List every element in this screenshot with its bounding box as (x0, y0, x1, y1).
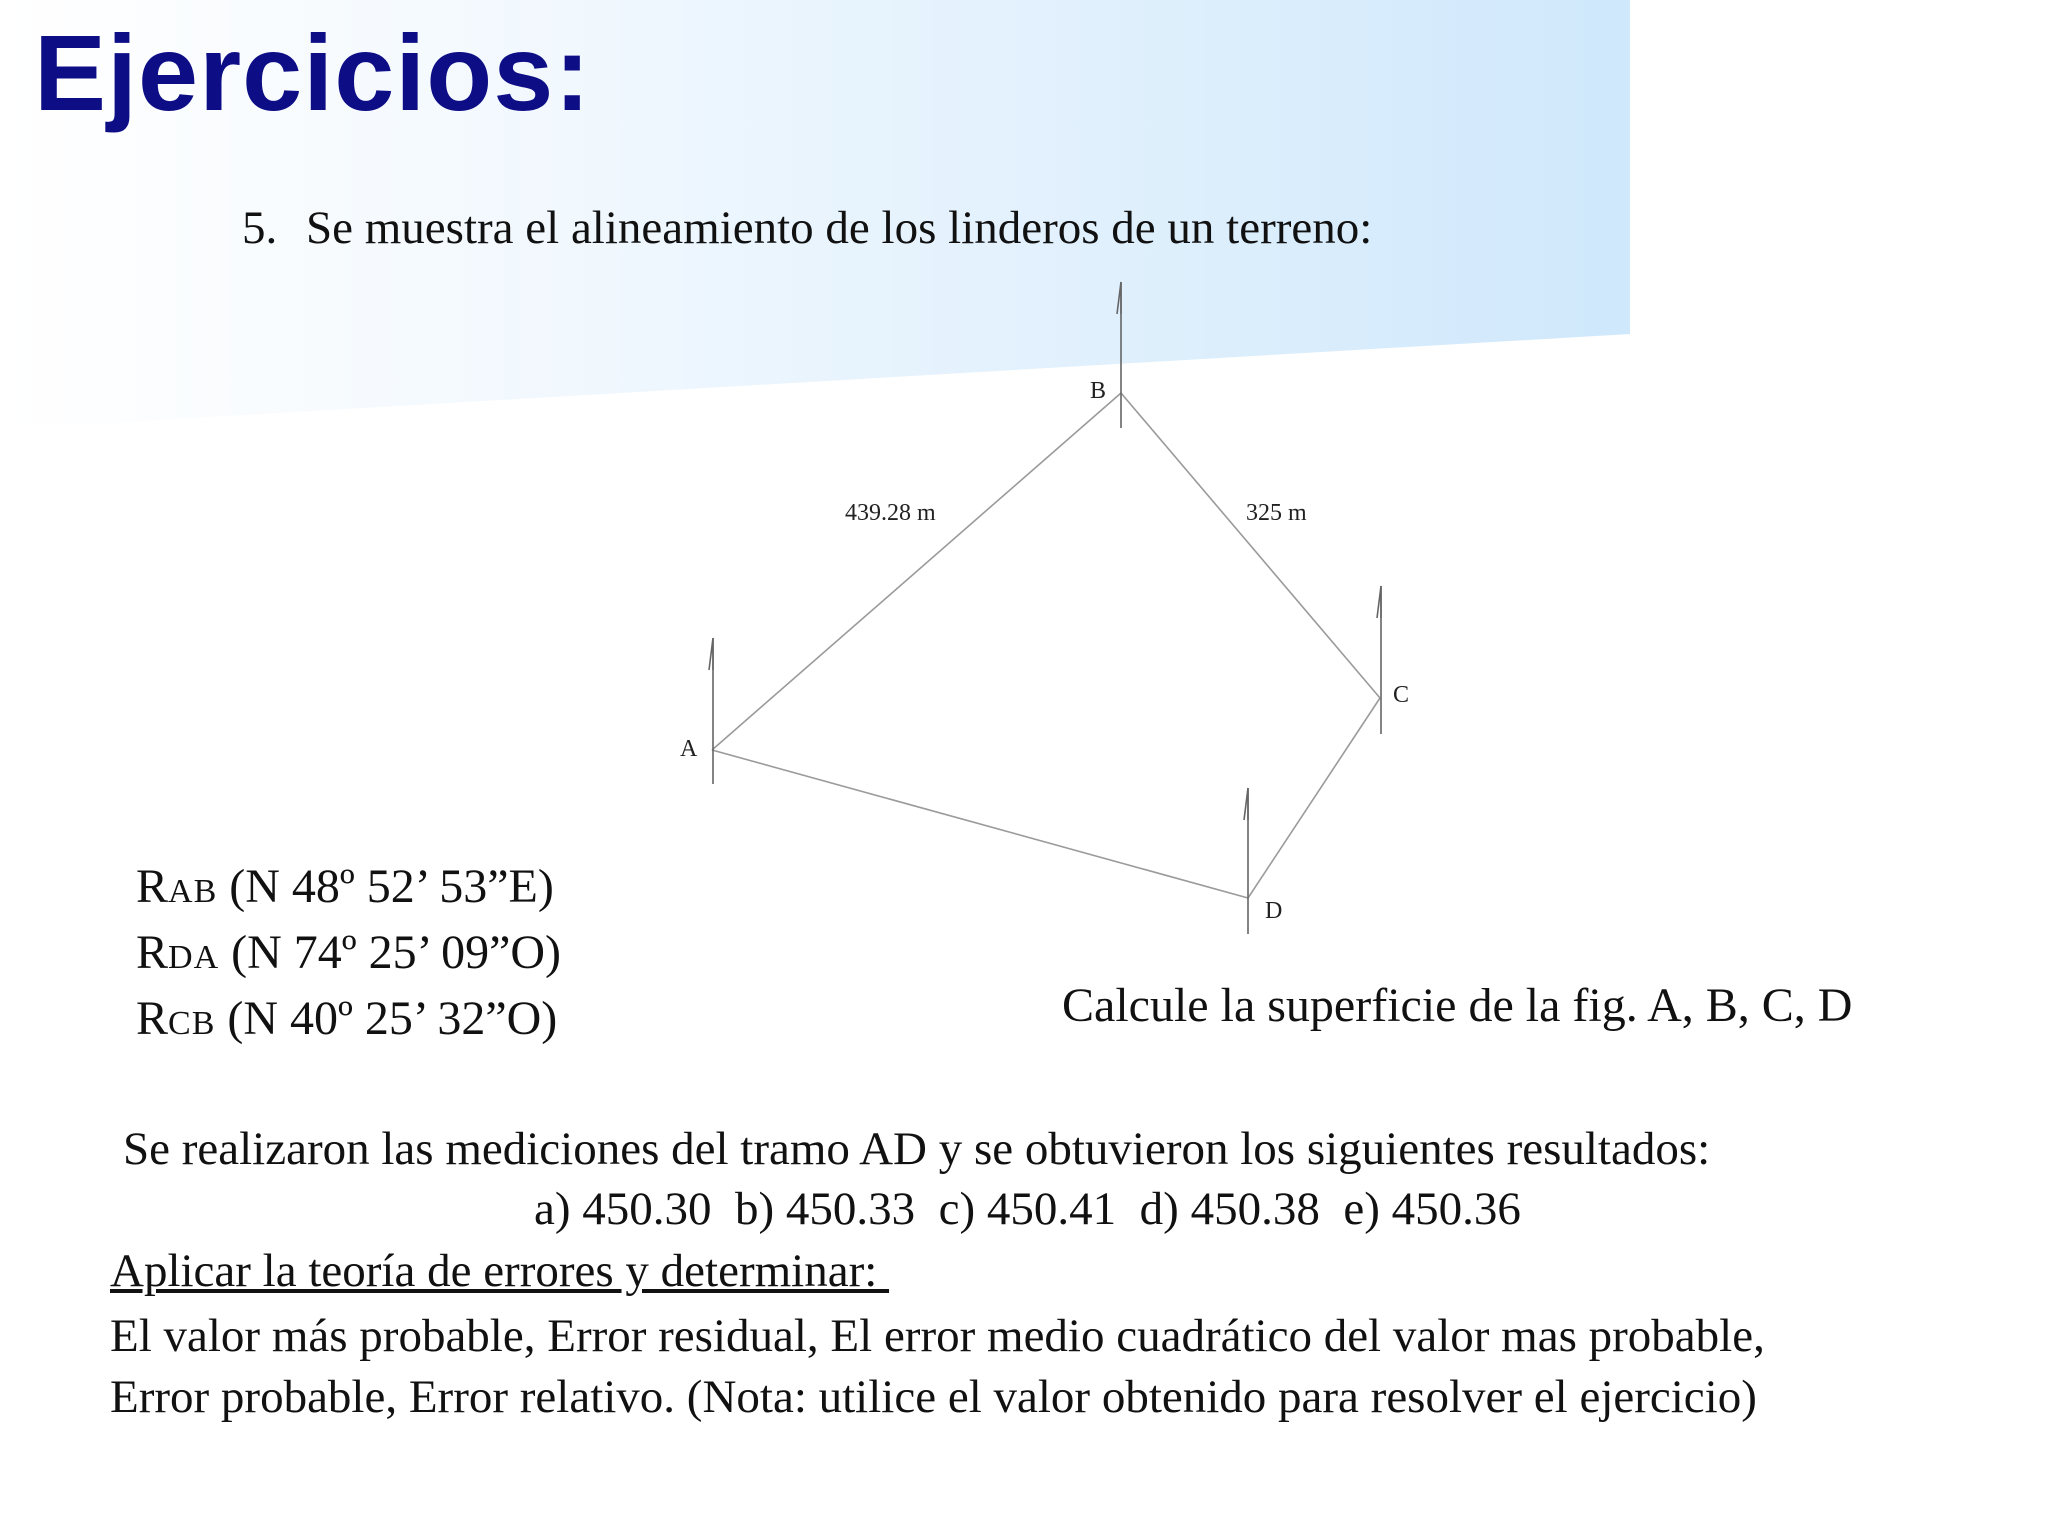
north-arrow-c (1377, 586, 1381, 734)
north-arrow-b (1117, 282, 1121, 428)
north-arrow-a (709, 638, 713, 784)
edge-da (712, 750, 1248, 898)
measurements-text: Se realizaron las mediciones del tramo AD y se obtuvieron los siguientes resultados: (123, 1123, 1711, 1175)
distance-label-ab: 439.28 m (845, 500, 936, 526)
bearing-ab (136, 856, 561, 922)
bearing-value: (N 48º 52’ 53”E) (229, 860, 554, 913)
bearing-r: R (136, 992, 169, 1045)
point-label-d: D (1265, 898, 1283, 924)
apply-error-theory-heading: Aplicar la teoría de errores y determinar: (110, 1245, 890, 1297)
bearings-list (136, 856, 561, 1054)
edge-cd (1248, 698, 1380, 898)
bearing-da (136, 922, 561, 988)
slide-title: Ejercicios: (34, 12, 592, 133)
bearing-subscript: AB (168, 873, 218, 910)
bearing-subscript: CB (168, 1005, 216, 1042)
bearing-subscript: DA (168, 939, 220, 976)
north-arrow-d (1244, 788, 1248, 934)
bearing-cb (136, 988, 561, 1054)
measurement-results: a) 450.30 b) 450.33 c) 450.41 d) 450.38 e) 450.36 (534, 1183, 1521, 1235)
bearing-value: (N 40º 25’ 32”O) (227, 992, 558, 1045)
point-label-c: C (1393, 682, 1410, 708)
distance-label-bc: 325 m (1246, 500, 1307, 526)
point-label-b: B (1090, 378, 1107, 404)
task-line: El valor más probable, Error residual, El error medio cuadrático del valor mas probable, (110, 1310, 1765, 1362)
task-line: Error probable, Error relativo. (Nota: utilice el valor obtenido para resolver el ejercicio) (110, 1371, 1757, 1423)
bearing-r: R (136, 926, 169, 979)
intro-number: 5. (242, 202, 278, 254)
bearing-r: R (136, 860, 169, 913)
bearing-value: (N 74º 25’ 09”O) (231, 926, 562, 979)
tasks-text (110, 1306, 1765, 1428)
calculate-area-text: Calcule la superficie de la fig. A, B, C, D (1062, 979, 1853, 1032)
intro-text: Se muestra el alineamiento de los linderos de un terreno: (306, 202, 1373, 254)
point-label-a: A (680, 736, 698, 762)
edge-ab (712, 393, 1121, 750)
edge-bc (1121, 393, 1380, 698)
